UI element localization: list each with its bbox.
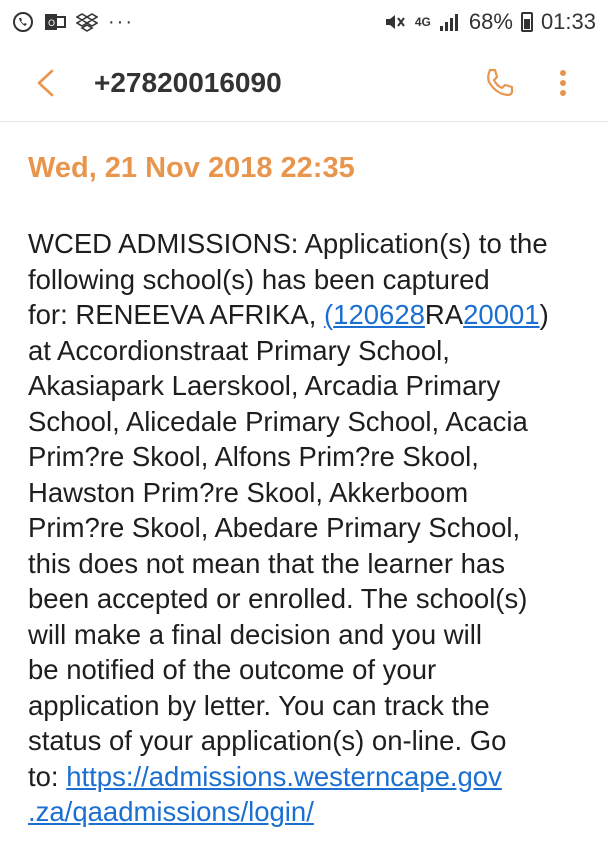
chevron-left-icon	[34, 68, 56, 98]
message-line	[28, 759, 588, 795]
message-text: for: RENEEVA AFRIKA,	[28, 299, 324, 330]
call-button[interactable]	[474, 58, 524, 108]
admissions-url-link-cont[interactable]: .za/qaadmissions/login/	[28, 796, 314, 827]
message-body[interactable]	[28, 226, 588, 830]
message-line: at Accordionstraat Primary School,	[28, 334, 450, 366]
phone-icon	[483, 67, 515, 99]
id-number-link[interactable]: 120628	[333, 299, 425, 330]
message-line: WCED ADMISSIONS: Application(s) to the	[28, 228, 548, 259]
message-line: this does not mean that the learner has	[28, 547, 505, 579]
status-bar	[0, 0, 608, 44]
message-line	[28, 794, 588, 830]
id-text: RA	[424, 299, 464, 330]
svg-text:O: O	[48, 19, 56, 29]
message-line: Prim?re Skool, Abedare Primary School,	[28, 512, 521, 543]
status-overflow-dots: ···	[108, 10, 134, 33]
message-line: Hawston Prim?re Skool, Akkerboom	[28, 476, 469, 508]
message-date: Wed, 21 Nov 2018 22:35	[28, 152, 355, 184]
signal-icon	[439, 12, 461, 32]
whatsapp-icon	[12, 11, 34, 33]
clock: 01:33	[540, 9, 596, 34]
back-button[interactable]	[20, 58, 70, 108]
message-line	[28, 297, 588, 333]
message-line: be notified of the outcome of your	[28, 654, 437, 685]
battery-icon	[521, 12, 533, 32]
id-link-open[interactable]: (	[323, 299, 334, 330]
message-line: will make a final decision and you will	[28, 618, 482, 650]
dropbox-icon	[76, 12, 98, 32]
battery-percent: 68%	[468, 9, 513, 34]
admissions-url-link[interactable]: https://admissions.westerncape.gov	[66, 760, 502, 792]
message-line: Prim?re Skool, Alfons Prim?re Skool,	[28, 441, 479, 472]
app-bar	[0, 44, 608, 122]
more-vert-icon	[558, 68, 568, 98]
mute-icon	[383, 11, 407, 33]
message-line: Akasiapark Laerskool, Arcadia Primary	[28, 370, 501, 401]
message-text: to:	[28, 760, 67, 792]
id-paren-close: )	[539, 299, 549, 330]
contact-number-title: +27820016090	[94, 66, 282, 98]
network-type: 4G	[414, 15, 431, 29]
message-line: School, Alicedale Primary School, Acacia	[28, 405, 528, 437]
message-line: application by letter. You can track the	[28, 689, 490, 721]
status-right	[383, 9, 596, 35]
message-line: status of your application(s) on-line. Go	[28, 725, 507, 756]
outlook-icon	[44, 12, 66, 32]
message-line: following school(s) has been captured	[28, 263, 490, 295]
reference-number-link[interactable]: 20001	[463, 299, 540, 330]
status-left	[12, 11, 134, 34]
message-line: been accepted or enrolled. The school(s)	[28, 583, 528, 614]
more-options-button[interactable]	[538, 58, 588, 108]
